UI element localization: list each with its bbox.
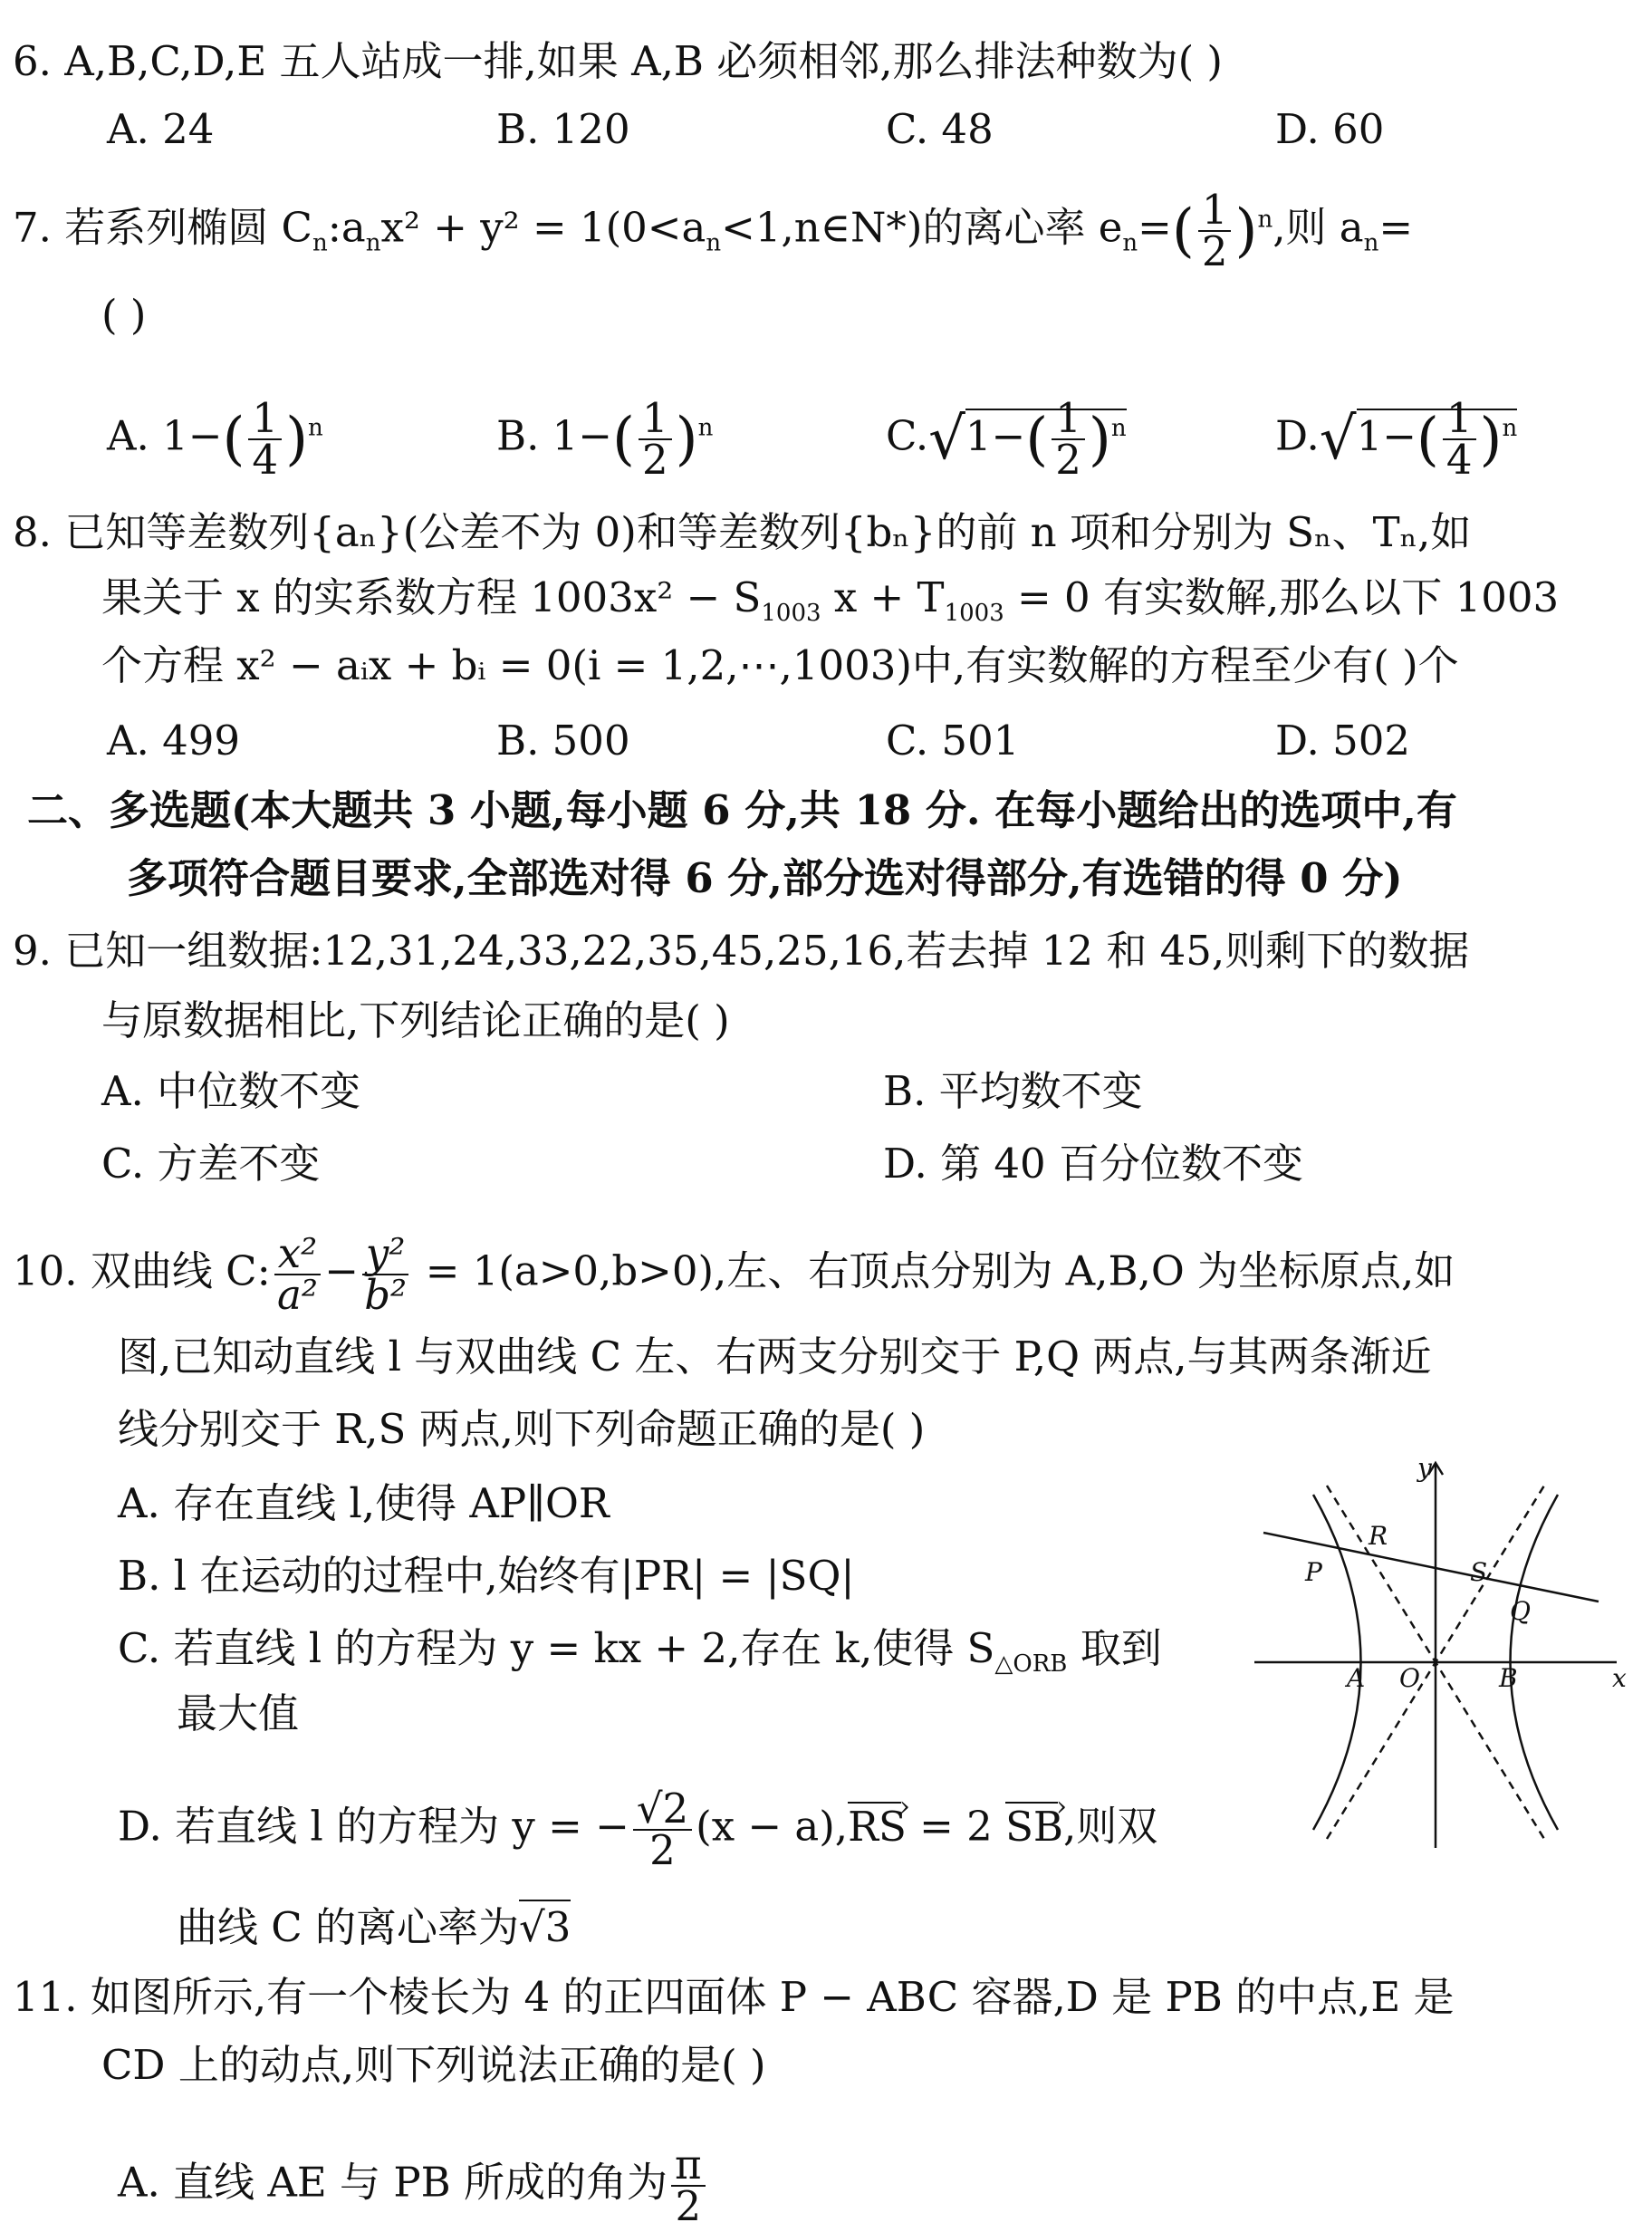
q10-option-b: B. l 在运动的过程中,始终有|PR| = |SQ| — [118, 1552, 855, 1600]
q6-option-c: C. 48 — [886, 105, 994, 153]
q11-option-a: A. 直线 AE 与 PB 所成的角为 $\frac{\pi}{2}$ — [118, 2145, 709, 2227]
q11-line1: 11. 如图所示,有一个棱长为 4 的正四面体 P − ABC 容器,D 是 PB 的中点,E 是 — [13, 1973, 1455, 2021]
q7-option-d: D.√1−( $\frac{1}{4}$ )$^n$ — [1275, 394, 1518, 484]
label-P: P — [1305, 1557, 1322, 1587]
q8-option-d: D. 502 — [1275, 717, 1410, 765]
q8-option-a: A. 499 — [107, 717, 240, 765]
q8-line2: 果关于 x 的实系数方程 $1003x^2 - S_{1003}$ $x + T_{1003} = 0$ 有实数解,那么以下 1003 — [101, 573, 1560, 627]
q7-option-b: B. 1−( $\frac{1}{2}$ )$^n$ — [496, 394, 714, 484]
section2-heading-line2: 多项符合题目要求,全部选对得 6 分,部分选对得部分,有选错的得 0 分) — [127, 854, 1403, 902]
q10-option-d-cont: 曲线 C 的离心率为√3 — [177, 1900, 571, 1955]
q10-option-a: A. 存在直线 l,使得 AP∥OR — [118, 1479, 610, 1527]
label-O: O — [1399, 1663, 1420, 1693]
q11-line2: CD 上的动点,则下列说法正确的是( ) — [101, 2041, 766, 2089]
q9-option-a: A. 中位数不变 — [101, 1067, 361, 1115]
q10-option-d: D. 若直线 l 的方程为 y = − $\frac{√2}{2}$ (x − a),RS › = 2 SB ›,则双 — [118, 1789, 1157, 1871]
q9-line2: 与原数据相比,下列结论正确的是( ) — [101, 996, 730, 1044]
q7-paren: ( ) — [101, 291, 147, 339]
q8-option-b: B. 500 — [496, 717, 630, 765]
q10-line3: 线分别交于 R,S 两点,则下列命题正确的是( ) — [118, 1405, 926, 1453]
q7-stem: 7. 若系列椭圆 $C_n:a_nx^2 + y^2$ = $1(0<a_n<1,n\in N*)$的离心率 $e_n=$( $\frac{1}{2}$ )$^n$,则 $a_n=$ — [13, 186, 1414, 275]
section2-heading-line1: 二、多选题(本大题共 3 小题,每小题 6 分,共 18 分. 在每小题给出的选项中,有 — [27, 786, 1457, 834]
q6-option-a: A. 24 — [107, 105, 215, 153]
label-y: y — [1417, 1458, 1432, 1483]
q10-stem: 10. 双曲线 C: $\frac{\text{x²}}{\text{a²}}$ − $\frac{\text{y²}}{\text{b²}}$ = 1(a>0,b>0),左、右顶点分别为 A,B,O 为坐标原点,如 — [13, 1229, 1455, 1319]
q7-option-a: A. 1−( $\frac{1}{4}$ )$^n$ — [107, 394, 323, 484]
q6-option-d: D. 60 — [1275, 105, 1385, 153]
q9-option-b: B. 平均数不变 — [883, 1067, 1143, 1115]
q10-option-c-cont: 最大值 — [177, 1689, 300, 1737]
q10-line2: 图,已知动直线 l 与双曲线 C 左、右两支分别交于 P,Q 两点,与其两条渐近 — [118, 1332, 1432, 1381]
label-x: x — [1612, 1663, 1627, 1693]
q6-stem: 6. A,B,C,D,E 五人站成一排,如果 A,B 必须相邻,那么排法种数为( ) — [13, 37, 1223, 85]
q8-line3: 个方程 x² − aᵢx + bᵢ = 0(i = 1,2,⋯,1003)中,有实数解的方程至少有( )个 — [101, 641, 1459, 689]
q8-line1: 8. 已知等差数列{aₙ}(公差不为 0)和等差数列{bₙ}的前 n 项和分别为 Sₙ、Tₙ,如 — [13, 508, 1472, 556]
q9-line1: 9. 已知一组数据:12,31,24,33,22,35,45,25,16,若去掉 12 和 45,则剩下的数据 — [13, 927, 1470, 975]
label-A: A — [1347, 1663, 1366, 1693]
q9-option-c: C. 方差不变 — [101, 1140, 321, 1188]
q10-option-c: C. 若直线 l 的方程为 y = kx + 2,存在 k,使得 $S_{\triangle ORB}$ 取到 — [118, 1624, 1162, 1678]
label-S: S — [1470, 1557, 1488, 1587]
q9-option-d: D. 第 40 百分位数不变 — [883, 1140, 1303, 1188]
q8-option-c: C. 501 — [886, 717, 1020, 765]
q7-option-c: C.√1−( $\frac{1}{2}$ )$^n$ — [886, 394, 1127, 484]
q6-option-b: B. 120 — [496, 105, 630, 153]
label-B: B — [1499, 1663, 1518, 1693]
label-Q: Q — [1510, 1596, 1531, 1626]
label-R: R — [1369, 1521, 1388, 1551]
hyperbola-figure — [1254, 1458, 1635, 1848]
